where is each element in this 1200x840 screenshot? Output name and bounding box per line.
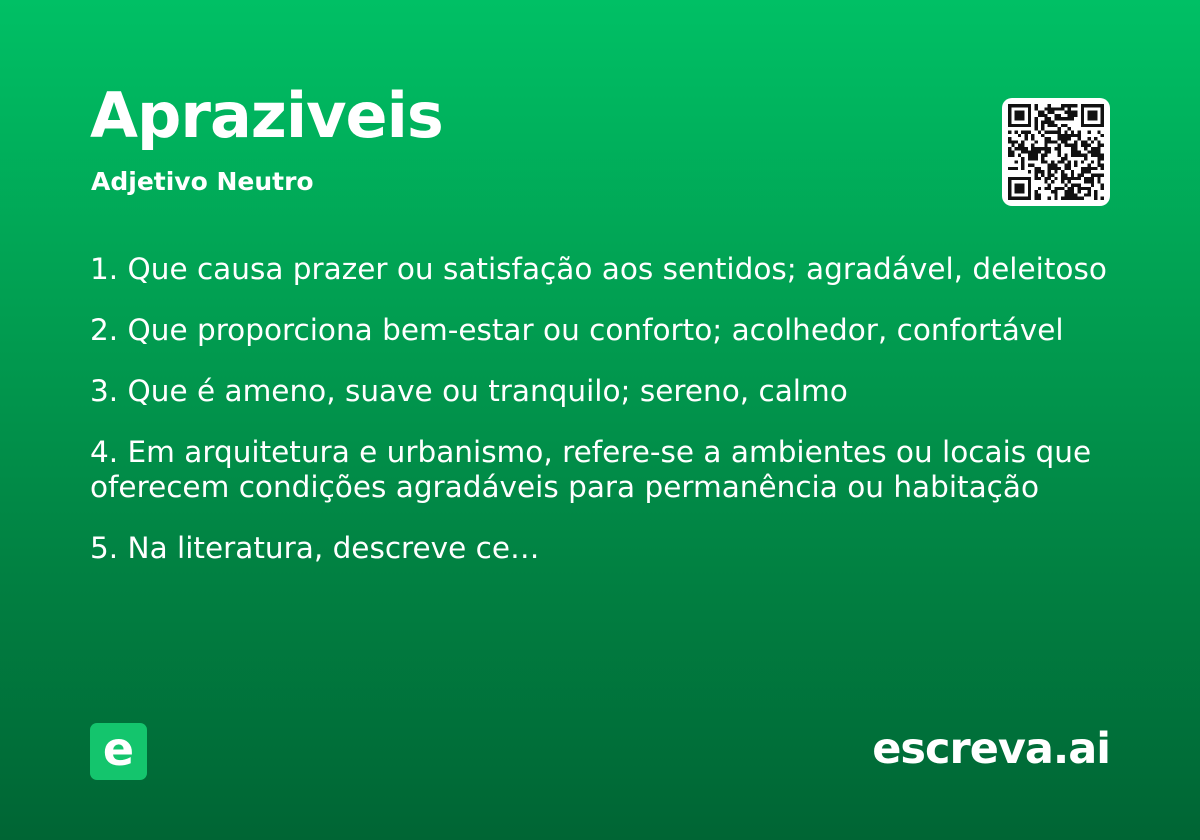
escreva-logo-icon[interactable]: e: [90, 723, 147, 780]
brand-wordmark[interactable]: escreva.ai: [872, 724, 1110, 774]
qr-code[interactable]: [1002, 98, 1110, 206]
definition-item: 5. Na literatura, descreve ce…: [90, 531, 540, 565]
definition-item: 1. Que causa prazer ou satisfação aos sentidos; agradável, deleitoso: [90, 252, 1107, 286]
word-class-label: Adjetivo Neutro: [91, 167, 314, 196]
definitions-list: [90, 252, 1110, 592]
definition-item: 3. Que é ameno, suave ou tranquilo; sereno, calmo: [90, 374, 848, 408]
definition-item: 4. Em arquitetura e urbanismo, refere-se a ambientes ou locais que oferecem condições agradáveis para permanência ou habitação: [90, 435, 1092, 504]
word-title: Apraziveis: [90, 79, 443, 152]
definition-item: 2. Que proporciona bem-estar ou conforto; acolhedor, confortável: [90, 313, 1064, 347]
qr-code-icon: [1008, 104, 1104, 200]
